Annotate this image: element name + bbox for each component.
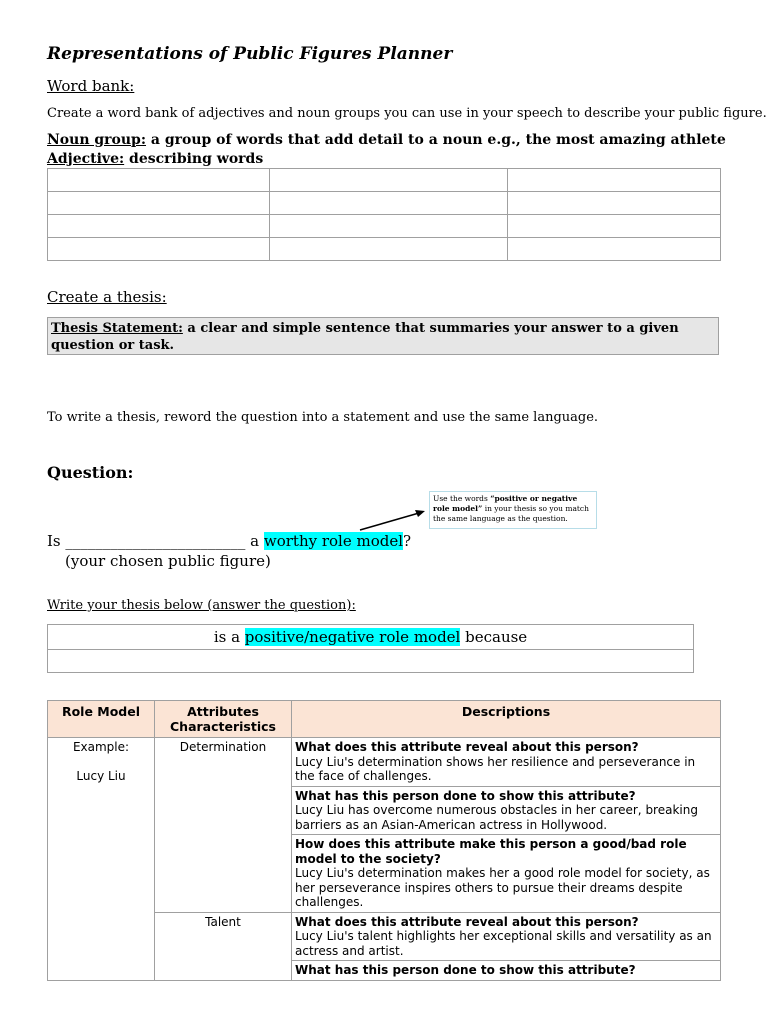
answer-suffix: because — [460, 628, 528, 646]
word-bank-cell[interactable] — [508, 192, 721, 215]
thesis-heading: Create a thesis: — [47, 288, 167, 306]
arrow-icon — [355, 505, 435, 535]
adjective-term: Adjective: — [47, 151, 125, 167]
attribute-cell: Determination — [155, 738, 292, 913]
thesis-answer-cell[interactable] — [48, 625, 694, 650]
thesis-answer-cell-blank[interactable] — [48, 650, 694, 673]
description-cell — [292, 786, 721, 835]
header-role-model: Role Model — [48, 701, 155, 738]
role-model-table — [47, 700, 721, 981]
word-bank-cell[interactable] — [48, 215, 270, 238]
header-descriptions: Descriptions — [292, 701, 721, 738]
thesis-statement-def: a clear and simple sentence that summaries your answer to a given question or task. — [51, 321, 679, 353]
description-answer: Lucy Liu's determination makes her a good role model for society, as her perseverance inspires others to pursue their dreams despite challenges. — [295, 866, 710, 909]
note-text-end: in your thesis so you match the same language as the question. — [433, 504, 589, 523]
table-row — [48, 215, 721, 238]
thesis-statement-term: Thesis Statement: — [51, 321, 183, 336]
description-question: What does this attribute reveal about this person? — [295, 740, 639, 754]
noun-group-term: Noun group: — [47, 132, 147, 148]
table-header-row — [48, 701, 721, 738]
answer-highlight: positive/negative role model — [244, 628, 461, 646]
page-title: Representations of Public Figures Planner — [47, 44, 453, 64]
description-answer: Lucy Liu's talent highlights her exceptional skills and versatility as an actress and artist. — [295, 929, 712, 958]
question-suffix: ? — [403, 532, 412, 550]
chosen-figure-label: (your chosen public figure) — [65, 552, 271, 570]
word-bank-intro: Create a word bank of adjectives and noun groups you can use in your speech to describe your public figure. — [47, 106, 767, 121]
reword-instruction: To write a thesis, reword the question into a statement and use the same language. — [47, 410, 599, 425]
word-bank-cell[interactable] — [270, 192, 508, 215]
word-bank-cell[interactable] — [48, 238, 270, 261]
role-model-cell — [48, 738, 155, 981]
table-row — [48, 169, 721, 192]
noun-group-def: a group of words that add detail to a noun e.g., the most amazing athlete — [146, 132, 726, 148]
word-bank-cell[interactable] — [270, 215, 508, 238]
language-note — [429, 491, 597, 529]
table-row — [48, 738, 721, 787]
note-text: Use the words — [433, 494, 491, 503]
description-cell — [292, 912, 721, 961]
table-row — [48, 192, 721, 215]
word-bank-cell[interactable] — [48, 169, 270, 192]
word-bank-cell[interactable] — [508, 169, 721, 192]
table-row — [48, 625, 694, 650]
word-bank-cell[interactable] — [48, 192, 270, 215]
table-row — [48, 238, 721, 261]
attribute-cell: Talent — [155, 912, 292, 980]
answer-prefix: is a — [213, 628, 245, 646]
example-label: Example: — [72, 740, 130, 754]
thesis-answer-table — [47, 624, 694, 673]
description-answer: Lucy Liu has overcome numerous obstacles in her career, breaking barriers as an Asian-American actress in Hollywood. — [295, 803, 698, 832]
word-bank-cell[interactable] — [270, 169, 508, 192]
adjective-definition — [47, 151, 263, 167]
word-bank-cell[interactable] — [508, 238, 721, 261]
word-bank-table — [47, 168, 721, 261]
question-prefix: Is ________________________ a — [47, 532, 264, 550]
word-bank-cell[interactable] — [270, 238, 508, 261]
word-bank-heading: Word bank: — [47, 77, 135, 95]
description-question: How does this attribute make this person a good/bad role model to the society? — [295, 837, 687, 866]
description-question: What has this person done to show this attribute? — [295, 963, 636, 977]
thesis-statement-box — [47, 317, 719, 355]
table-row — [48, 650, 694, 673]
noun-group-definition — [47, 132, 726, 148]
header-attributes: Attributes Characteristics — [155, 701, 292, 738]
example-name: Lucy Liu — [76, 768, 126, 783]
note-bold-text: “positive or negative role model” — [433, 494, 578, 513]
description-answer: Lucy Liu's determination shows her resilience and perseverance in the face of challenges. — [295, 754, 696, 783]
word-bank-cell[interactable] — [508, 215, 721, 238]
question-heading: Question: — [47, 463, 134, 482]
question-highlight: worthy role model — [263, 532, 404, 550]
adjective-def: describing words — [124, 151, 264, 167]
description-cell — [292, 835, 721, 913]
description-cell — [292, 961, 721, 981]
description-question: What has this person done to show this attribute? — [295, 788, 636, 803]
description-cell — [292, 738, 721, 787]
description-question: What does this attribute reveal about this person? — [295, 914, 639, 929]
question-line — [47, 532, 411, 550]
write-thesis-instruction: Write your thesis below (answer the question): — [47, 598, 356, 613]
